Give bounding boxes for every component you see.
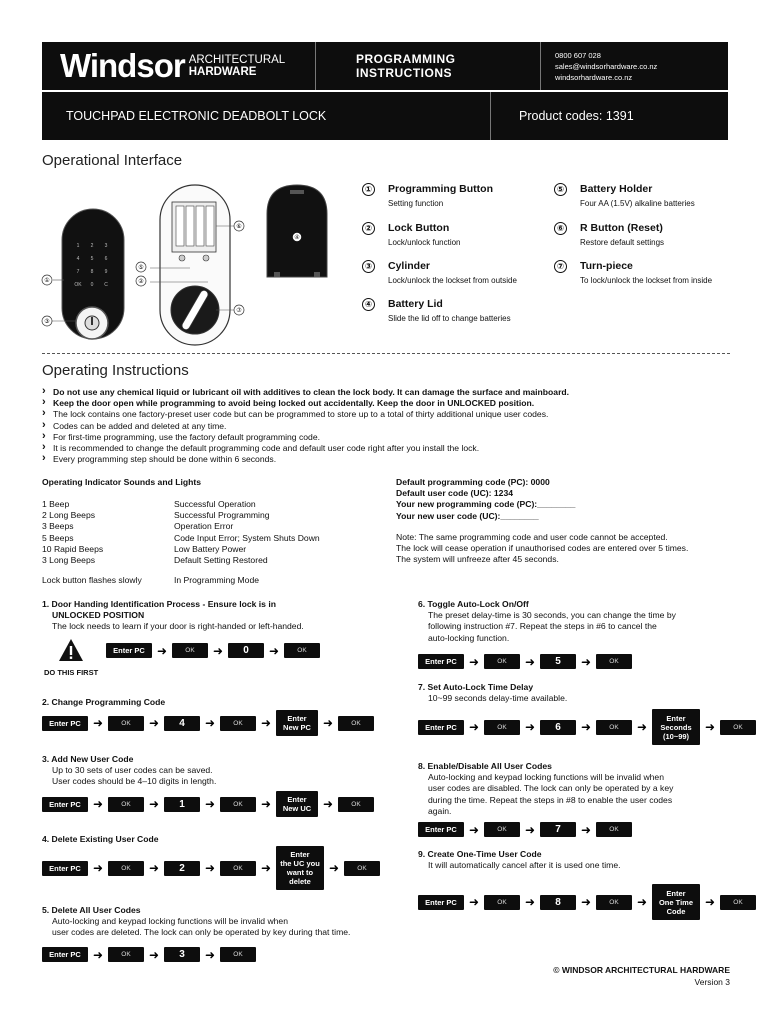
step-desc: It will automatically cancel after it is used one time.: [428, 860, 621, 871]
digit-key: 3: [164, 947, 200, 962]
ok-key: OK: [338, 716, 374, 731]
key-line: Enter: [287, 714, 307, 723]
arrow-right-icon: ➜: [580, 720, 592, 734]
enter-one-time-code-key: [652, 884, 700, 920]
legend-title: Battery Holder: [580, 183, 653, 195]
step-desc: Auto-locking and keypad locking functions will be invalid when: [52, 916, 288, 927]
step-8: [418, 761, 673, 817]
step-5: [42, 905, 350, 939]
callout-2: ②: [138, 278, 144, 285]
ok-key: OK: [596, 895, 632, 910]
key-line: the UC you: [280, 859, 320, 868]
step-desc: Up to 30 sets of user codes can be saved.: [52, 765, 213, 776]
key-line: (10~99): [662, 731, 690, 741]
arrow-right-icon: ➜: [468, 895, 480, 909]
step-desc: user codes are deleted. The lock can only be operated by key during that time.: [52, 927, 351, 938]
instructions-list: [42, 387, 732, 465]
arrow-right-icon: ➜: [468, 654, 480, 669]
indicator-table: [42, 499, 320, 566]
ok-key: OK: [108, 947, 144, 962]
legend-desc: Restore default settings: [580, 238, 665, 247]
arrow-right-icon: ➜: [92, 861, 104, 875]
signal: 2 Long Beeps: [42, 510, 96, 521]
arrow-right-icon: ➜: [204, 797, 216, 811]
key-line: New PC: [283, 723, 311, 732]
arrow-right-icon: ➜: [204, 716, 216, 730]
legend-number: ⑦: [554, 260, 567, 273]
table-row: [42, 555, 320, 566]
step-7: [418, 682, 567, 704]
arrow-right-icon: ➜: [580, 822, 592, 837]
default-uc: Default user code (UC): 1234: [396, 488, 514, 499]
keypad-key: 5: [90, 256, 94, 262]
enter-pc-key: Enter PC: [42, 797, 88, 812]
brand-logo: [42, 42, 316, 90]
arrow-right-icon: ➜: [580, 895, 592, 909]
key-line: One Time: [658, 897, 694, 907]
ok-key: OK: [172, 643, 208, 658]
indicator-title: Operating Indicator Sounds and Lights: [42, 477, 201, 487]
callout-5: ⑤: [138, 264, 144, 271]
keypad-key: 1: [76, 243, 80, 249]
signal: 1 Beep: [42, 499, 70, 509]
keypad-key: 7: [76, 269, 80, 275]
ok-key: OK: [484, 822, 520, 837]
step-desc: during the time. Repeat the steps in #8 to enable the user codes: [428, 794, 673, 805]
interface-title: Operational Interface: [42, 152, 183, 169]
reset-button: [203, 255, 209, 261]
meaning: Operation Error: [174, 521, 234, 532]
ok-key: OK: [284, 643, 320, 658]
table-row: [42, 499, 320, 510]
arrow-right-icon: ➜: [636, 720, 648, 734]
arrow-right-icon: ➜: [636, 895, 648, 909]
table-row: [42, 544, 320, 555]
battery-cell: [186, 206, 194, 246]
arrow-right-icon: ➜: [260, 716, 272, 730]
legend-title: R Button (Reset): [580, 222, 663, 234]
ok-key: OK: [220, 797, 256, 812]
list-item: › It is recommended to change the default programming code and default user code right after you install the lock.: [42, 443, 732, 454]
ok-key: OK: [108, 797, 144, 812]
key-sequence-3: [42, 791, 374, 817]
keypad-key: 0: [90, 282, 94, 288]
note-line: Note: The same programming code and user code cannot be accepted.: [396, 532, 668, 542]
step-desc: following instruction #7. Repeat the steps in #6 to cancel the: [428, 621, 657, 632]
email: sales@windsorhardware.co.nz: [555, 62, 658, 71]
list-item: › Keep the door open while programming to avoid being locked out accidentally. Keep the door in UNLOCKED position.: [42, 398, 732, 409]
key-line: Enter: [666, 888, 686, 898]
key-sequence-6: [418, 654, 632, 669]
legend-desc: To lock/unlock the lockset from inside: [580, 276, 713, 285]
arrow-right-icon: ➜: [148, 947, 160, 962]
codes-note: [396, 532, 736, 566]
key-sequence-7: [418, 709, 756, 745]
battery-cell: [196, 206, 204, 246]
arrow-right-icon: ➜: [524, 720, 536, 734]
step-title: 3. Add New User Code: [42, 754, 134, 764]
digit-key: 0: [228, 643, 264, 658]
do-this-first-label: DO THIS FIRST: [44, 668, 99, 677]
keypad-key: 4: [76, 256, 80, 262]
digit-key: 6: [540, 720, 576, 735]
key-line: New UC: [282, 804, 312, 813]
keypad-key: 3: [104, 243, 108, 249]
arrow-right-icon: ➜: [92, 797, 104, 811]
step-desc: auto-locking function.: [428, 632, 510, 643]
legend-desc: Four AA (1.5V) alkaline batteries: [580, 199, 695, 208]
arrow-right-icon: ➜: [148, 716, 160, 730]
ok-key: OK: [108, 716, 144, 731]
keypad-key: OK: [74, 282, 82, 288]
new-uc-line: Your new user code (UC):________: [396, 510, 539, 521]
digit-key: 5: [540, 654, 576, 669]
arrow-right-icon: ➜: [148, 797, 160, 811]
step-title: 2. Change Programming Code: [42, 697, 166, 707]
enter-new-uc-key: [276, 791, 318, 817]
enter-pc-key: Enter PC: [42, 716, 88, 731]
arrow-right-icon: ➜: [328, 861, 340, 875]
list-item: › Every programming step should be done within 6 seconds.: [42, 454, 732, 465]
arrow-right-icon: ➜: [92, 716, 104, 730]
ok-key: OK: [484, 654, 520, 669]
legend-number: ②: [362, 222, 375, 235]
legend-title: Battery Lid: [388, 298, 443, 310]
note-line: The lock will cease operation if unauthorised codes are entered over 5 times.: [396, 543, 689, 554]
arrow-right-icon: ➜: [148, 861, 160, 875]
callouts-5-2: [133, 260, 149, 290]
arrow-right-icon: ➜: [524, 895, 536, 909]
key-line: Enter: [666, 713, 686, 723]
keypad-key: 6: [104, 256, 108, 262]
arrow-right-icon: ➜: [524, 822, 536, 837]
programming-button: [179, 255, 185, 261]
key-sequence-4: [42, 846, 380, 890]
ok-key: OK: [596, 720, 632, 735]
legend-title: Lock Button: [388, 222, 450, 234]
signal: 3 Beeps: [42, 521, 74, 532]
enter-seconds-key: [652, 709, 700, 745]
meaning: Successful Programming: [174, 510, 270, 521]
ok-key: OK: [344, 861, 380, 876]
interior-unit-illustration: [150, 180, 260, 350]
arrow-right-icon: ➜: [468, 720, 480, 734]
brand-sub-1: ARCHITECTURAL: [188, 54, 286, 66]
new-pc-line: Your new programming code (PC):________: [396, 499, 576, 510]
legend-title: Turn-piece: [580, 260, 633, 272]
step-1: [42, 599, 304, 633]
step-title: 9. Create One-Time User Code: [418, 849, 542, 859]
brand-wordmark: Windsor: [60, 47, 185, 84]
enter-uc-to-delete-key: [276, 846, 324, 890]
key-line: delete: [289, 877, 311, 886]
header-bottom-bar: [42, 92, 728, 140]
step-2: [42, 697, 165, 708]
brand-sub-2: HARDWARE: [188, 66, 257, 78]
ok-key: OK: [596, 654, 632, 669]
step-title: 7. Set Auto-Lock Time Delay: [418, 682, 534, 692]
ok-key: OK: [220, 716, 256, 731]
arrow-right-icon: ➜: [212, 643, 224, 658]
codes-block: [396, 477, 575, 522]
key-sequence-9: [418, 884, 756, 920]
signal: 10 Rapid Beeps: [42, 543, 104, 554]
keypad-key: 2: [90, 243, 94, 249]
document-type: [316, 42, 541, 90]
section-divider: [42, 353, 730, 354]
step-title: 4. Delete Existing User Code: [42, 834, 159, 844]
signal: 3 Long Beeps: [42, 555, 96, 566]
arrow-right-icon: ➜: [704, 720, 716, 734]
enter-pc-key: Enter PC: [418, 822, 464, 837]
website: windsorhardware.co.nz: [555, 73, 633, 82]
step-title-2: UNLOCKED POSITION: [52, 610, 145, 621]
phone: 0800 607 028: [555, 51, 601, 60]
step-desc: 10~99 seconds delay-time available.: [428, 693, 568, 704]
key-sequence-2: [42, 710, 374, 736]
doc-type-line-1: PROGRAMMING: [356, 52, 456, 66]
battery-lid-illustration: [262, 182, 332, 282]
table-row: [42, 510, 320, 521]
callout-6: ⑥: [236, 223, 242, 230]
ok-key: OK: [484, 720, 520, 735]
table-row: [42, 533, 320, 544]
step-desc: again.: [428, 805, 452, 816]
doc-type-line-2: INSTRUCTIONS: [356, 66, 452, 80]
enter-pc-key: Enter PC: [418, 720, 464, 735]
legend-desc: Setting function: [388, 199, 444, 208]
step-desc: The lock needs to learn if your door is right-handed or left-handed.: [52, 621, 304, 632]
arrow-right-icon: ➜: [322, 797, 334, 811]
arrow-right-icon: ➜: [92, 947, 104, 962]
version: Version 3: [694, 977, 730, 987]
warning-icon: [58, 638, 84, 662]
key-line: Enter: [287, 795, 307, 804]
key-line: Code: [666, 906, 686, 916]
legend-desc: Slide the lid off to change batteries: [388, 314, 511, 323]
keypad-key: 8: [90, 269, 94, 275]
key-line: want to: [286, 868, 314, 877]
key-sequence-8: [418, 822, 632, 837]
ok-key: OK: [220, 947, 256, 962]
keyhole-slot: [91, 317, 93, 325]
step-desc: User codes should be 4–10 digits in length.: [52, 776, 217, 787]
ok-key: OK: [720, 895, 756, 910]
arrow-right-icon: ➜: [268, 643, 280, 658]
ok-key: OK: [220, 861, 256, 876]
lid-notch: [290, 190, 304, 194]
callout-7: ⑦: [236, 307, 242, 314]
key-line: Enter: [290, 850, 310, 859]
arrow-right-icon: ➜: [524, 654, 536, 669]
legend-number: ①: [362, 183, 375, 196]
callout-3: ③: [44, 318, 50, 325]
digit-key: 1: [164, 797, 200, 812]
ok-key: OK: [596, 822, 632, 837]
battery-cell: [206, 206, 214, 246]
digit-key: 2: [164, 861, 200, 876]
keypad-key: 9: [104, 269, 108, 275]
callout-1: ①: [44, 277, 50, 284]
arrow-right-icon: ➜: [204, 861, 216, 875]
arrow-right-icon: ➜: [580, 654, 592, 669]
arrow-right-icon: ➜: [260, 861, 272, 875]
ok-key: OK: [108, 861, 144, 876]
enter-new-pc-key: [276, 710, 318, 736]
note-line: The system will unfreeze after 45 seconds.: [396, 554, 559, 565]
arrow-right-icon: ➜: [204, 947, 216, 962]
meaning: Successful Operation: [174, 499, 256, 509]
list-item: › The lock contains one factory-preset user code but can be programmed to store up to a total of thirty additional unique user codes.: [42, 409, 732, 420]
arrow-right-icon: ➜: [260, 797, 272, 811]
header-top-bar: [42, 42, 728, 90]
step-desc: The preset delay-time is 30 seconds, you can change the time by: [428, 610, 676, 621]
enter-pc-key: Enter PC: [42, 861, 88, 876]
flash-meaning: In Programming Mode: [174, 575, 260, 585]
product-name: TOUCHPAD ELECTRONIC DEADBOLT LOCK: [42, 92, 491, 140]
enter-pc-key: Enter PC: [106, 643, 152, 658]
enter-pc-key: Enter PC: [418, 654, 464, 669]
step-6: [418, 599, 676, 644]
step-4: [42, 834, 159, 845]
enter-pc-key: Enter PC: [418, 895, 464, 910]
step-desc: Auto-locking and keypad locking functions will be invalid when: [428, 772, 664, 783]
legend-number: ④: [362, 298, 375, 311]
ok-key: OK: [720, 720, 756, 735]
step-title: 6. Toggle Auto-Lock On/Off: [418, 599, 529, 609]
keypad-key: C: [104, 282, 108, 288]
legend-number: ⑥: [554, 222, 567, 235]
arrow-right-icon: ➜: [322, 716, 334, 730]
default-pc: Default programming code (PC): 0000: [396, 477, 550, 487]
legend-number: ⑤: [554, 183, 567, 196]
digit-key: 4: [164, 716, 200, 731]
meaning: Low Battery Power: [174, 543, 247, 554]
flash-row: [42, 575, 259, 585]
legend-desc: Lock/unlock the lockset from outside: [388, 276, 517, 285]
list-item: › For first-time programming, use the factory default programming code.: [42, 432, 732, 443]
callout-4: ④: [294, 234, 300, 241]
operating-title: Operating Instructions: [42, 362, 189, 379]
ok-key: OK: [484, 895, 520, 910]
key-sequence-1: [106, 643, 320, 658]
key-line: Seconds: [660, 722, 692, 732]
legend-desc: Lock/unlock function: [388, 238, 461, 247]
list-item: › Codes can be added and deleted at any time.: [42, 421, 732, 432]
enter-pc-key: Enter PC: [42, 947, 88, 962]
arrow-right-icon: ➜: [704, 895, 716, 909]
table-row: [42, 521, 320, 532]
legend-title: Cylinder: [388, 260, 431, 272]
arrow-right-icon: ➜: [468, 822, 480, 837]
step-9: [418, 849, 621, 871]
step-3: [42, 754, 216, 788]
battery-cell: [176, 206, 184, 246]
meaning: Code Input Error; System Shuts Down: [174, 532, 320, 543]
legend-number: ③: [362, 260, 375, 273]
key-sequence-5: [42, 947, 256, 962]
legend-title: Programming Button: [388, 183, 493, 195]
list-item: › Do not use any chemical liquid or lubricant oil with additives to clean the lock body. It can damage the surface and mainboard.: [42, 387, 732, 398]
step-title: 5. Delete All User Codes: [42, 905, 141, 915]
digit-key: 8: [540, 895, 576, 910]
meaning: Default Setting Restored: [174, 555, 268, 566]
product-codes: Product codes: 1391: [519, 109, 634, 123]
step-desc: user codes are disabled. The lock can only be operated by a key: [428, 783, 674, 794]
step-title: 1. Door Handing Identification Process - Ensure lock is in: [42, 599, 276, 609]
step-title: 8. Enable/Disable All User Codes: [418, 761, 552, 771]
battery-lid: [267, 185, 327, 277]
digit-key: 7: [540, 822, 576, 837]
ok-key: OK: [338, 797, 374, 812]
signal: 5 Beeps: [42, 532, 74, 543]
flash-signal: Lock button flashes slowly: [42, 575, 142, 585]
contact-info: [541, 42, 728, 90]
arrow-right-icon: ➜: [156, 643, 168, 658]
copyright: © WINDSOR ARCHITECTURAL HARDWARE: [553, 965, 730, 975]
